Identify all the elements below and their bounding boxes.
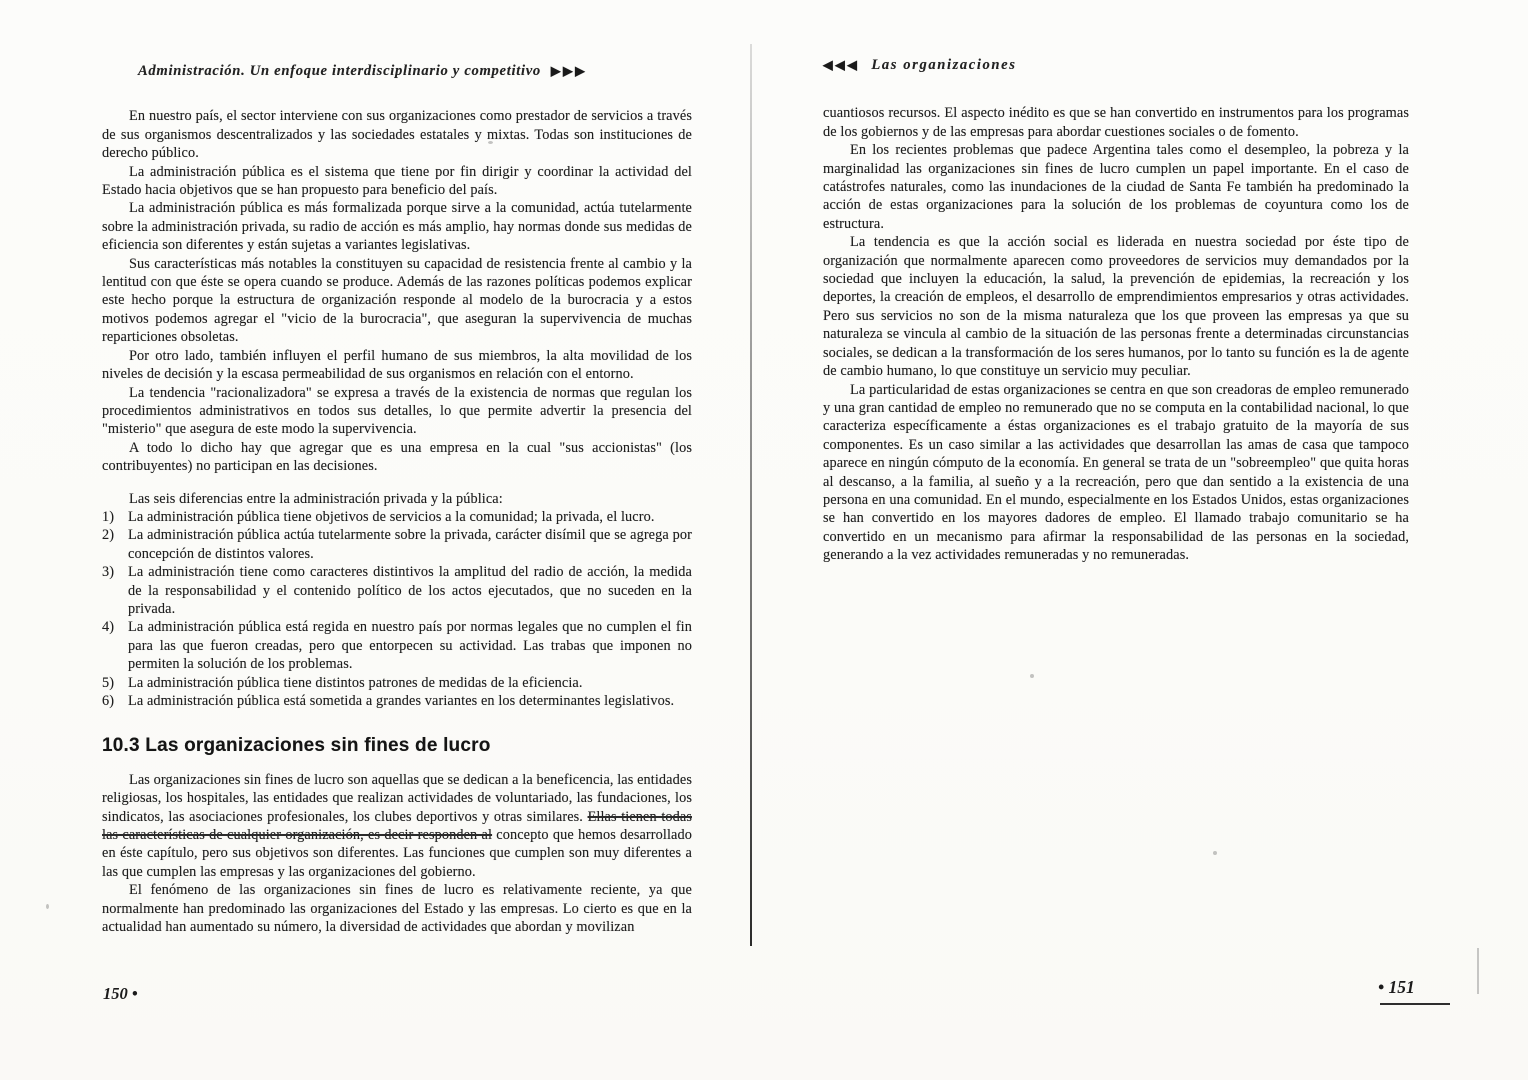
page-number-150: 150 • xyxy=(103,984,138,1003)
list-item xyxy=(102,674,692,692)
list-item-number: 5) xyxy=(102,674,115,691)
list-item-text: La administración pública está sometida a grandes variantes en los determinantes legislativos. xyxy=(128,693,675,709)
scan-speck xyxy=(1213,851,1217,855)
page-gutter-line xyxy=(750,44,752,946)
left-running-head-title: Administración. Un enfoque interdisciplinario y competitivo xyxy=(138,63,541,79)
left-page-column xyxy=(102,62,692,936)
back-arrows-icon: ◀◀◀ xyxy=(823,58,860,72)
left-running-head xyxy=(138,62,692,80)
paragraph: En nuestro país, el sector interviene con sus organizaciones como prestador de servicios a través de sus organismos descentralizados y las sociedades estatales y mixtas. Todas son instituciones de derecho público. xyxy=(102,108,692,162)
list-item xyxy=(102,526,692,563)
paragraph: cuantiosos recursos. El aspecto inédito es que se han convertido en instrumentos para los programas de los gobiernos y de las empresas para abordar cuestiones sociales o de fomento. xyxy=(823,105,1409,140)
section-heading-10-3: 10.3 Las organizaciones sin fines de lucro xyxy=(102,735,491,757)
scan-speck xyxy=(46,904,49,909)
list-item xyxy=(102,508,692,526)
left-page-body xyxy=(102,107,692,936)
paragraph-text-after: concepto que hemos desarrollado en éste capítulo, pero sus objetivos son diferentes. Las funciones que cumplen son muy diferentes a las que cumplen las empresas y las organizaciones del gobierno. xyxy=(102,827,692,880)
paragraph: El fenómeno de las organizaciones sin fines de lucro es relativamente reciente, ya que normalmente han predominado las organizaciones del Estado y las empresas. Lo cierto es que en la actualidad han aumentado su número, la diversidad de actividades que abordan y movilizan xyxy=(102,882,692,936)
list-item-text: La administración pública tiene objetivos de servicios a la comunidad; la privada, el lucro. xyxy=(128,508,655,525)
struck-through-text: Ellas tienen todas las características de cualquier organización, es decir responden al xyxy=(102,808,692,844)
paragraph-text-before: Las organizaciones sin fines de lucro son aquellas que se dedican a la beneficencia, las entidades religiosas, los hospitales, las entidades que realizan actividades de voluntariado, las fundaciones, los sindicatos, las asociaciones profesionales, los clubes deportivos y otras similares. xyxy=(102,771,692,825)
list-intro: Las seis diferencias entre la administración privada y la pública: xyxy=(129,490,503,507)
list-item-number: 3) xyxy=(102,564,115,581)
page-number-underline xyxy=(1380,1003,1450,1005)
paragraph: A todo lo dicho hay que agregar que es una empresa en la cual "sus accionistas" (los contribuyentes) no participan en las decisiones. xyxy=(102,439,692,475)
list-item-number: 1) xyxy=(102,508,115,525)
page-edge-mark xyxy=(1477,948,1479,994)
paragraph: En los recientes problemas que padece Argentina tales como el desempleo, la pobreza y la marginalidad las organizaciones sin fines de lucro cumplen un papel importante. En el caso de catástrofes naturales, como las inundaciones de la ciudad de Santa Fe también ha predominado la acción de estas organizaciones para la solución de los problemas de coyuntura como los de estructura. xyxy=(823,142,1409,232)
paragraph: Sus características más notables la constituyen su capacidad de resistencia frente al cambio y la lentitud con que éste se opera cuando se produce. Además de las razones políticas podemos explicar este hecho porque la estructura de organización responde al modelo de la burocracia y a estos motivos podemos agregar el "vicio de la burocracia", que aseguran la supervivencia de muchas reparticiones obsoletas. xyxy=(102,255,692,346)
right-running-head xyxy=(823,56,1409,74)
differences-list xyxy=(102,490,692,711)
right-page-body xyxy=(823,104,1409,564)
paragraph: La administración pública es más formalizada porque sirve a la comunidad, actúa tutelarmente sobre la administración privada, su radio de acción es más amplio, hay normas donde sus medidas de eficiencia son diferentes y están sujetas a variantes legislativas. xyxy=(102,200,692,254)
scan-speck xyxy=(1030,674,1034,678)
list-item xyxy=(102,692,692,710)
list-item-number: 4) xyxy=(102,619,115,636)
paragraph: Por otro lado, también influyen el perfil humano de sus miembros, la alta movilidad de los niveles de decisión y la escasa permeabilidad de sus organismos en relación con el entorno. xyxy=(102,347,692,383)
list-item-number: 2) xyxy=(102,527,115,544)
list-item-text: La administración pública actúa tutelarmente sobre la privada, carácter disímil que se agrega por concepción de distintos valores. xyxy=(128,527,692,562)
right-running-head-title: Las organizaciones xyxy=(871,57,1017,73)
list-item-text: La administración tiene como caracteres distintivos la amplitud del radio de acción, la medida de la responsabilidad y el contenido político de los actos ejecutados, que no suceden en la privada. xyxy=(128,564,692,617)
paragraph: La tendencia es que la acción social es liderada en nuestra sociedad por éste tipo de organización que normalmente aparecen como proveedores de servicios muy demandados por la sociedad que incluyen la educación, la salud, la prevención de epidemias, la recreación y los deportes, la creación de empleos, el desarrollo de emprendimientos empresarios y otras actividades. Pero sus servicios no son de la misma naturaleza que los que proveen las empresas ya que su naturaleza se vincula al cambio de la situación de las personas frente a determinadas circunstancias sociales, se dedican a la transformación de los seres humanos, por lo tanto su función es la de agente de cambio humano, lo que constituye un servicio muy peculiar. xyxy=(823,234,1409,380)
right-page-column xyxy=(823,56,1409,565)
paragraph-with-strikethrough xyxy=(102,771,692,881)
paragraph: La particularidad de estas organizaciones se centra en que son creadoras de empleo remunerado y una gran cantidad de empleo no remunerado que no se computa en la contabilidad nacional, lo que caracteriza específicamente a éstas organizaciones es el trabajo gratuito de la mayoría de sus componentes. Es un caso similar a las actividades que desarrollan las amas de casa que tampoco aparece en ningún cómputo de la economía. En general se trata de un "sobreempleo" que quita horas al descanso, a la familia, al sueño y a la recreación, pero que dan sentido a la existencia de una persona en una comunidad. En el mundo, especialmente en los Estados Unidos, estas organizaciones se han convertido en los mayores dadores de empleo. El llamado trabajo comunitario se ha convertido en un mecanismo para afirmar la responsabilidad de las personas en la sociedad, generando a la vez actividades remuneradas y no remuneradas. xyxy=(823,381,1409,564)
list-item xyxy=(102,563,692,618)
list-item-text: La administración pública está regida en nuestro país por normas legales que no cumplen el fin para las que fueron creadas, pero que entorpecen su actividad. Las trabas que imponen no permiten la solución de los problemas. xyxy=(128,619,692,673)
paragraph: La administración pública es el sistema que tiene por fin dirigir y coordinar la actividad del Estado hacia objetivos que se han propuesto para beneficio del país. xyxy=(102,163,692,199)
list-item-number: 6) xyxy=(102,693,115,709)
page-number-151: • 151 xyxy=(1378,977,1415,997)
list-item xyxy=(102,618,692,673)
list-item-text: La administración pública tiene distintos patrones de medidas de la eficiencia. xyxy=(128,674,583,691)
forward-arrows-icon: ▶▶▶ xyxy=(550,64,588,78)
paragraph: La tendencia "racionalizadora" se expresa a través de la existencia de normas que regulan los procedimientos administrativos en todos sus detalles, lo que permite advertir la presencia del "misterio" que asegura de este modo la supervivencia. xyxy=(102,384,692,438)
